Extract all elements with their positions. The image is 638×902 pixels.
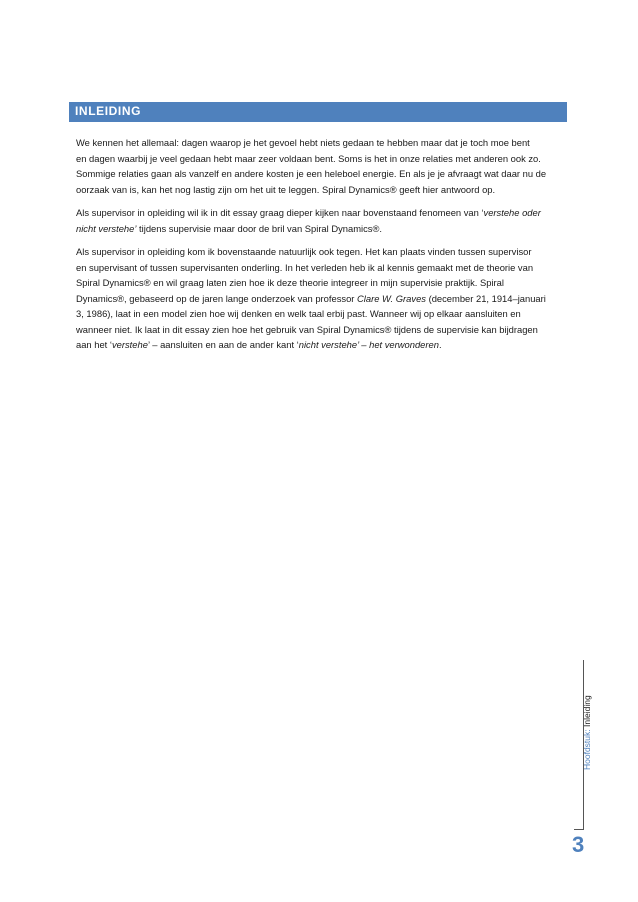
paragraph-line: We kennen het allemaal: dagen waarop je het gevoel hebt niets gedaan te hebben maar dat je toch moe bent: [76, 137, 530, 148]
text-run: ’ – aansluiten en aan de ander kant ‘: [147, 339, 299, 350]
paragraph-line: en dagen waarbij je veel gedaan hebt maar zeer voldaan bent. Soms is het in onze relaties met anderen ook zo.: [76, 152, 541, 164]
italic-run: nicht verstehe’ – het verwonderen: [298, 339, 439, 350]
italic-run: Clare W. Graves: [357, 292, 426, 304]
chapter-name: Inleiding: [582, 695, 592, 730]
paragraph-line: wanneer niet. Ik laat in dit essay zien hoe het gebruik van Spiral Dynamics® tijdens de supervisie kan bijdragen: [76, 323, 538, 335]
text-run: .: [438, 339, 442, 350]
paragraph-line: oorzaak van is, kan het nog lastig zijn om het uit te leggen. Spiral Dynamics® geeft hier antwoord op.: [76, 183, 496, 195]
text-run: aan het ‘: [76, 339, 112, 350]
paragraph-line: Spiral Dynamics® en wil graag laten zien hoe ik deze theorie integreer in mijn supervisie praktijk. Spiral: [76, 277, 504, 288]
chapter-label: [582, 695, 592, 770]
section-heading-bar: [69, 102, 567, 122]
paragraph-line: [76, 205, 570, 221]
paragraph-line: Sommige relaties gaan als vanzelf en andere kosten je een heleboel energie. En als je je afvraagt wat daar nu de: [76, 168, 547, 179]
footer-horizontal-rule: [574, 829, 584, 830]
chapter-word: Hoofdstuk:: [582, 729, 592, 770]
paragraph-line: [76, 337, 570, 353]
paragraph-line: Als supervisor in opleiding kom ik bovenstaande natuurlijk ook tegen. Het kan plaats vinden tussen supervisor: [76, 246, 532, 257]
paragraph-intro: [76, 135, 570, 197]
page-number: 3: [572, 832, 585, 857]
italic-run: verstehe: [111, 339, 148, 350]
text-run: (december 21, 1914–januari: [425, 292, 546, 304]
italic-run: nicht verstehe’: [76, 222, 137, 234]
text-run: Dynamics®, gebaseerd op de jaren lange onderzoek van professor: [76, 292, 358, 304]
text-run: Als supervisor in opleiding wil ik in dit essay graag dieper kijken naar bovenstaand fenomeen van ‘: [76, 207, 484, 218]
paragraph-line: [76, 221, 570, 237]
paragraph-line: [76, 291, 570, 307]
italic-run: verstehe oder: [483, 207, 541, 218]
text-run: tijdens supervisie maar door de bril van Spiral Dynamics®.: [136, 222, 383, 234]
section-heading: INLEIDING: [75, 104, 142, 118]
paragraph-purpose: [76, 205, 570, 236]
paragraph-background: [76, 244, 570, 353]
paragraph-line: 3, 1986), laat in een model zien hoe wij denken en welk taal erbij past. Wanneer wij op elkaar aansluiten en: [76, 308, 521, 319]
paragraph-line: en supervisant of tussen supervisanten onderling. In het verleden heb ik al kennis gemaakt met de theorie van: [76, 261, 534, 273]
